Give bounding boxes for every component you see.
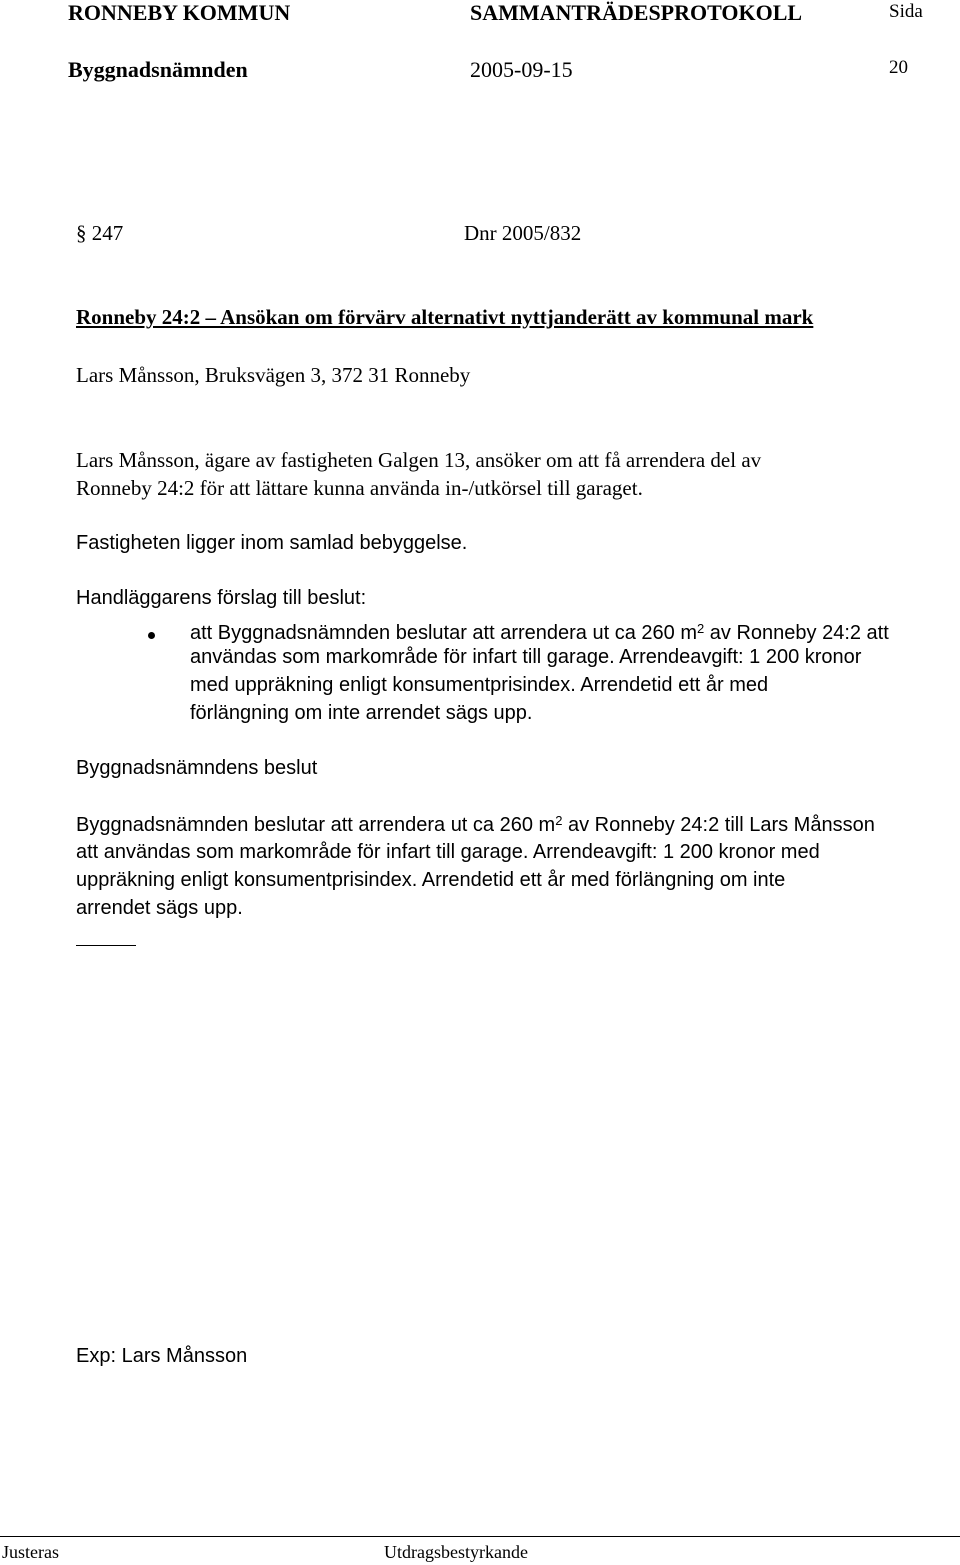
proposal-heading: Handläggarens förslag till beslut: — [76, 587, 367, 609]
distribution: Exp: Lars Månsson — [76, 1345, 248, 1367]
decision-line-1-b: av Ronneby 24:2 till Lars Månsson — [562, 814, 875, 836]
paragraph-1-line-2: Ronneby 24:2 för att lättare kunna använda in-/utkörsel till garaget. — [76, 476, 643, 500]
decision-heading: Byggnadsnämndens beslut — [76, 757, 318, 779]
proposal-superscript: 2 — [696, 621, 705, 636]
footer-justeras: Justeras — [2, 1542, 59, 1562]
meeting-date: 2005-09-15 — [470, 57, 573, 82]
section-number: § 247 — [76, 221, 124, 245]
proposal-line-1-b: av Ronneby 24:2 att — [704, 622, 889, 644]
document-type: SAMMANTRÄDESPROTOKOLL — [470, 0, 803, 25]
paragraph-2: Fastigheten ligger inom samlad bebyggelse. — [76, 532, 468, 554]
proposal-line-2: användas som markområde för infart till garage. Arrendeavgift: 1 200 kronor — [190, 646, 862, 668]
bullet-icon — [148, 632, 155, 639]
applicant-address: Lars Månsson, Bruksvägen 3, 372 31 Ronneby — [76, 363, 471, 387]
footer-divider — [0, 1536, 960, 1537]
proposal-line-3: med uppräkning enligt konsumentprisindex. Arrendetid ett år med — [190, 674, 769, 696]
paragraph-1-line-1: Lars Månsson, ägare av fastigheten Galgen 13, ansöker om att få arrendera del av — [76, 448, 762, 472]
footer-utdragsbestyrkande: Utdragsbestyrkande — [384, 1542, 528, 1562]
page-label: Sida — [889, 1, 923, 22]
page-number: 20 — [889, 57, 908, 78]
org-name: RONNEBY KOMMUN — [68, 0, 291, 25]
committee-name: Byggnadsnämnden — [68, 57, 248, 82]
decision-line-1-a: Byggnadsnämnden beslutar att arrendera ut ca 260 m — [76, 814, 556, 836]
case-title: Ronneby 24:2 – Ansökan om förvärv alternativt nyttjanderätt av kommunal mark — [76, 305, 814, 329]
proposal-line-4: förlängning om inte arrendet sägs upp. — [190, 702, 533, 724]
end-divider — [76, 945, 136, 946]
decision-line-2: att användas som markområde för infart till garage. Arrendeavgift: 1 200 kronor med — [76, 841, 820, 863]
proposal-line-1-a: att Byggnadsnämnden beslutar att arrendera ut ca 260 m — [190, 622, 697, 644]
decision-superscript: 2 — [555, 813, 563, 828]
decision-line-3: uppräkning enligt konsumentprisindex. Arrendetid ett år med förlängning om inte — [76, 869, 786, 891]
dnr: Dnr 2005/832 — [464, 221, 582, 245]
decision-line-4: arrendet sägs upp. — [76, 897, 243, 919]
decision-line-1 — [76, 811, 875, 839]
